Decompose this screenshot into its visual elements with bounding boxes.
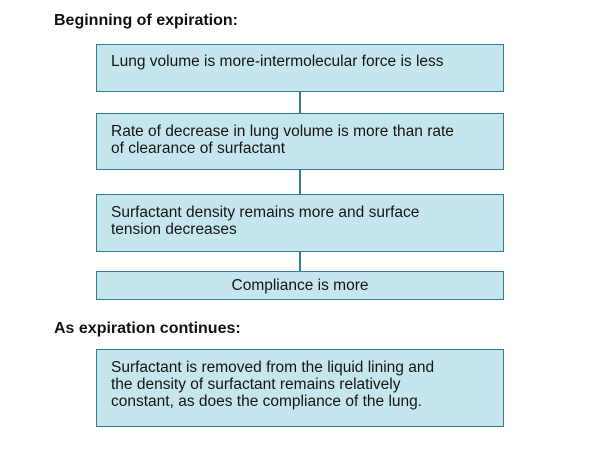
connector-line-3 xyxy=(299,252,301,271)
connector-line-2 xyxy=(299,170,301,194)
flow-box-surfactant-density-text: Surfactant density remains more and surface tension decreases xyxy=(111,204,420,238)
flow-box-lung-volume xyxy=(96,44,504,92)
flow-box-lung-volume-text: Lung volume is more-intermolecular force is less xyxy=(111,53,444,70)
flow-box-rate-of-decrease-text: Rate of decrease in lung volume is more than rate of clearance of surfactant xyxy=(111,123,454,157)
heading-beginning-of-expiration: Beginning of expiration: xyxy=(54,12,238,29)
flow-box-surfactant-removed-text: Surfactant is removed from the liquid lining and the density of surfactant remains relatively constant, as does the compliance of the lung. xyxy=(111,359,435,410)
flow-box-rate-of-decrease xyxy=(96,113,504,170)
flow-box-compliance-text: Compliance is more xyxy=(231,277,369,294)
flow-box-compliance xyxy=(96,271,504,300)
flow-box-surfactant-density xyxy=(96,194,504,252)
flow-box-surfactant-removed xyxy=(96,349,504,427)
heading-as-expiration-continues: As expiration continues: xyxy=(54,320,241,337)
connector-line-1 xyxy=(299,92,301,113)
